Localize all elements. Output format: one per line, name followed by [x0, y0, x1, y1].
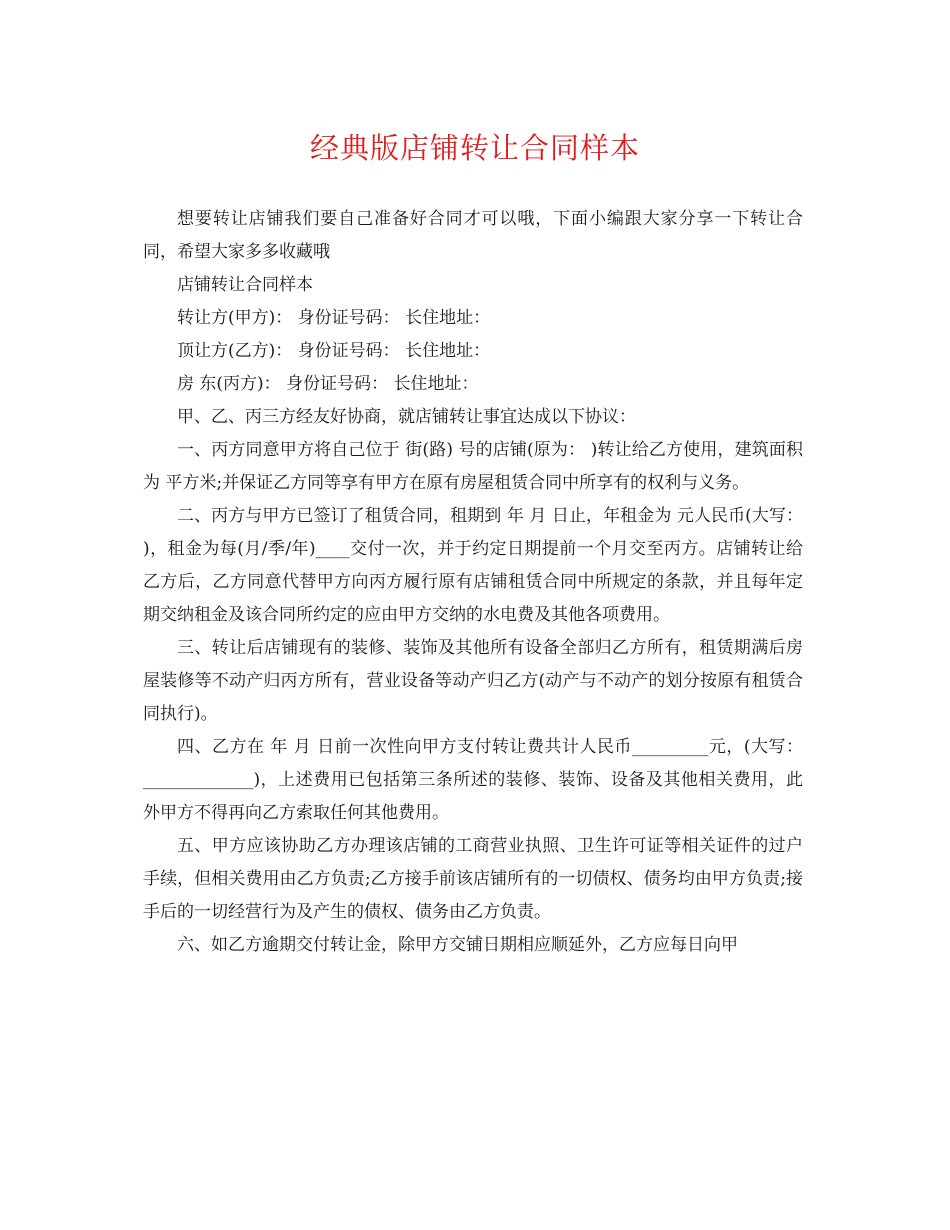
- clause-2: 二、丙方与甲方已签订了租赁合同，租期到 年 月 日止，年租金为 元人民币(大写： )，租金为每(月/季/年)____交付一次，并于约定日期提前一个月交至丙方。店铺转让给乙方后，乙方同意代替甲方向丙方履行原有店铺租赁合同中所规定的条款，并且每年定期交纳租金及该合同所约定的应由甲方交纳的水电费及其他各项费用。: [143, 506, 803, 625]
- document-body: [143, 203, 803, 962]
- clause-5: 五、甲方应该协助乙方办理该店铺的工商营业执照、卫生许可证等相关证件的过户手续，但相关费用由乙方负责;乙方接手前该店铺所有的一切债权、债务均由甲方负责;接手后的一切经营行为及产生的债权、债务由乙方负责。: [143, 836, 803, 922]
- clause-6: 六、如乙方逾期交付转让金，除甲方交铺日期相应顺延外，乙方应每日向甲: [177, 935, 738, 955]
- section-heading: 店铺转让合同样本: [177, 275, 313, 295]
- party-a-line: 转让方(甲方)： 身份证号码： 长住地址：: [177, 308, 491, 328]
- intro-paragraph: 想要转让店铺我们要自己准备好合同才可以哦，下面小编跟大家分享一下转让合同，希望大家多多收藏哦: [143, 209, 803, 262]
- clause-4: 四、乙方在 年 月 日前一次性向甲方支付转让费共计人民币_________元，(大写：_____________)，上述费用已包括第三条所述的装修、装饰、设备及其他相关费用，此外甲方不得再向乙方索取任何其他费用。: [143, 737, 803, 823]
- clause-3: 三、转让后店铺现有的装修、装饰及其他所有设备全部归乙方所有，租赁期满后房屋装修等不动产归丙方所有，营业设备等动产归乙方(动产与不动产的划分按原有租赁合同执行)。: [143, 638, 803, 724]
- clause-1: 一、丙方同意甲方将自己位于 街(路) 号的店铺(原为： )转让给乙方使用，建筑面积为 平方米;并保证乙方同等享有甲方在原有房屋租赁合同中所享有的权利与义务。: [143, 440, 803, 493]
- agreement-intro: 甲、乙、丙三方经友好协商，就店铺转让事宜达成以下协议：: [177, 407, 636, 427]
- party-b-line: 顶让方(乙方)： 身份证号码： 长住地址：: [177, 341, 491, 361]
- party-c-line: 房 东(丙方)： 身份证号码： 长住地址：: [177, 374, 479, 394]
- document-title: 经典版店铺转让合同样本: [309, 131, 640, 165]
